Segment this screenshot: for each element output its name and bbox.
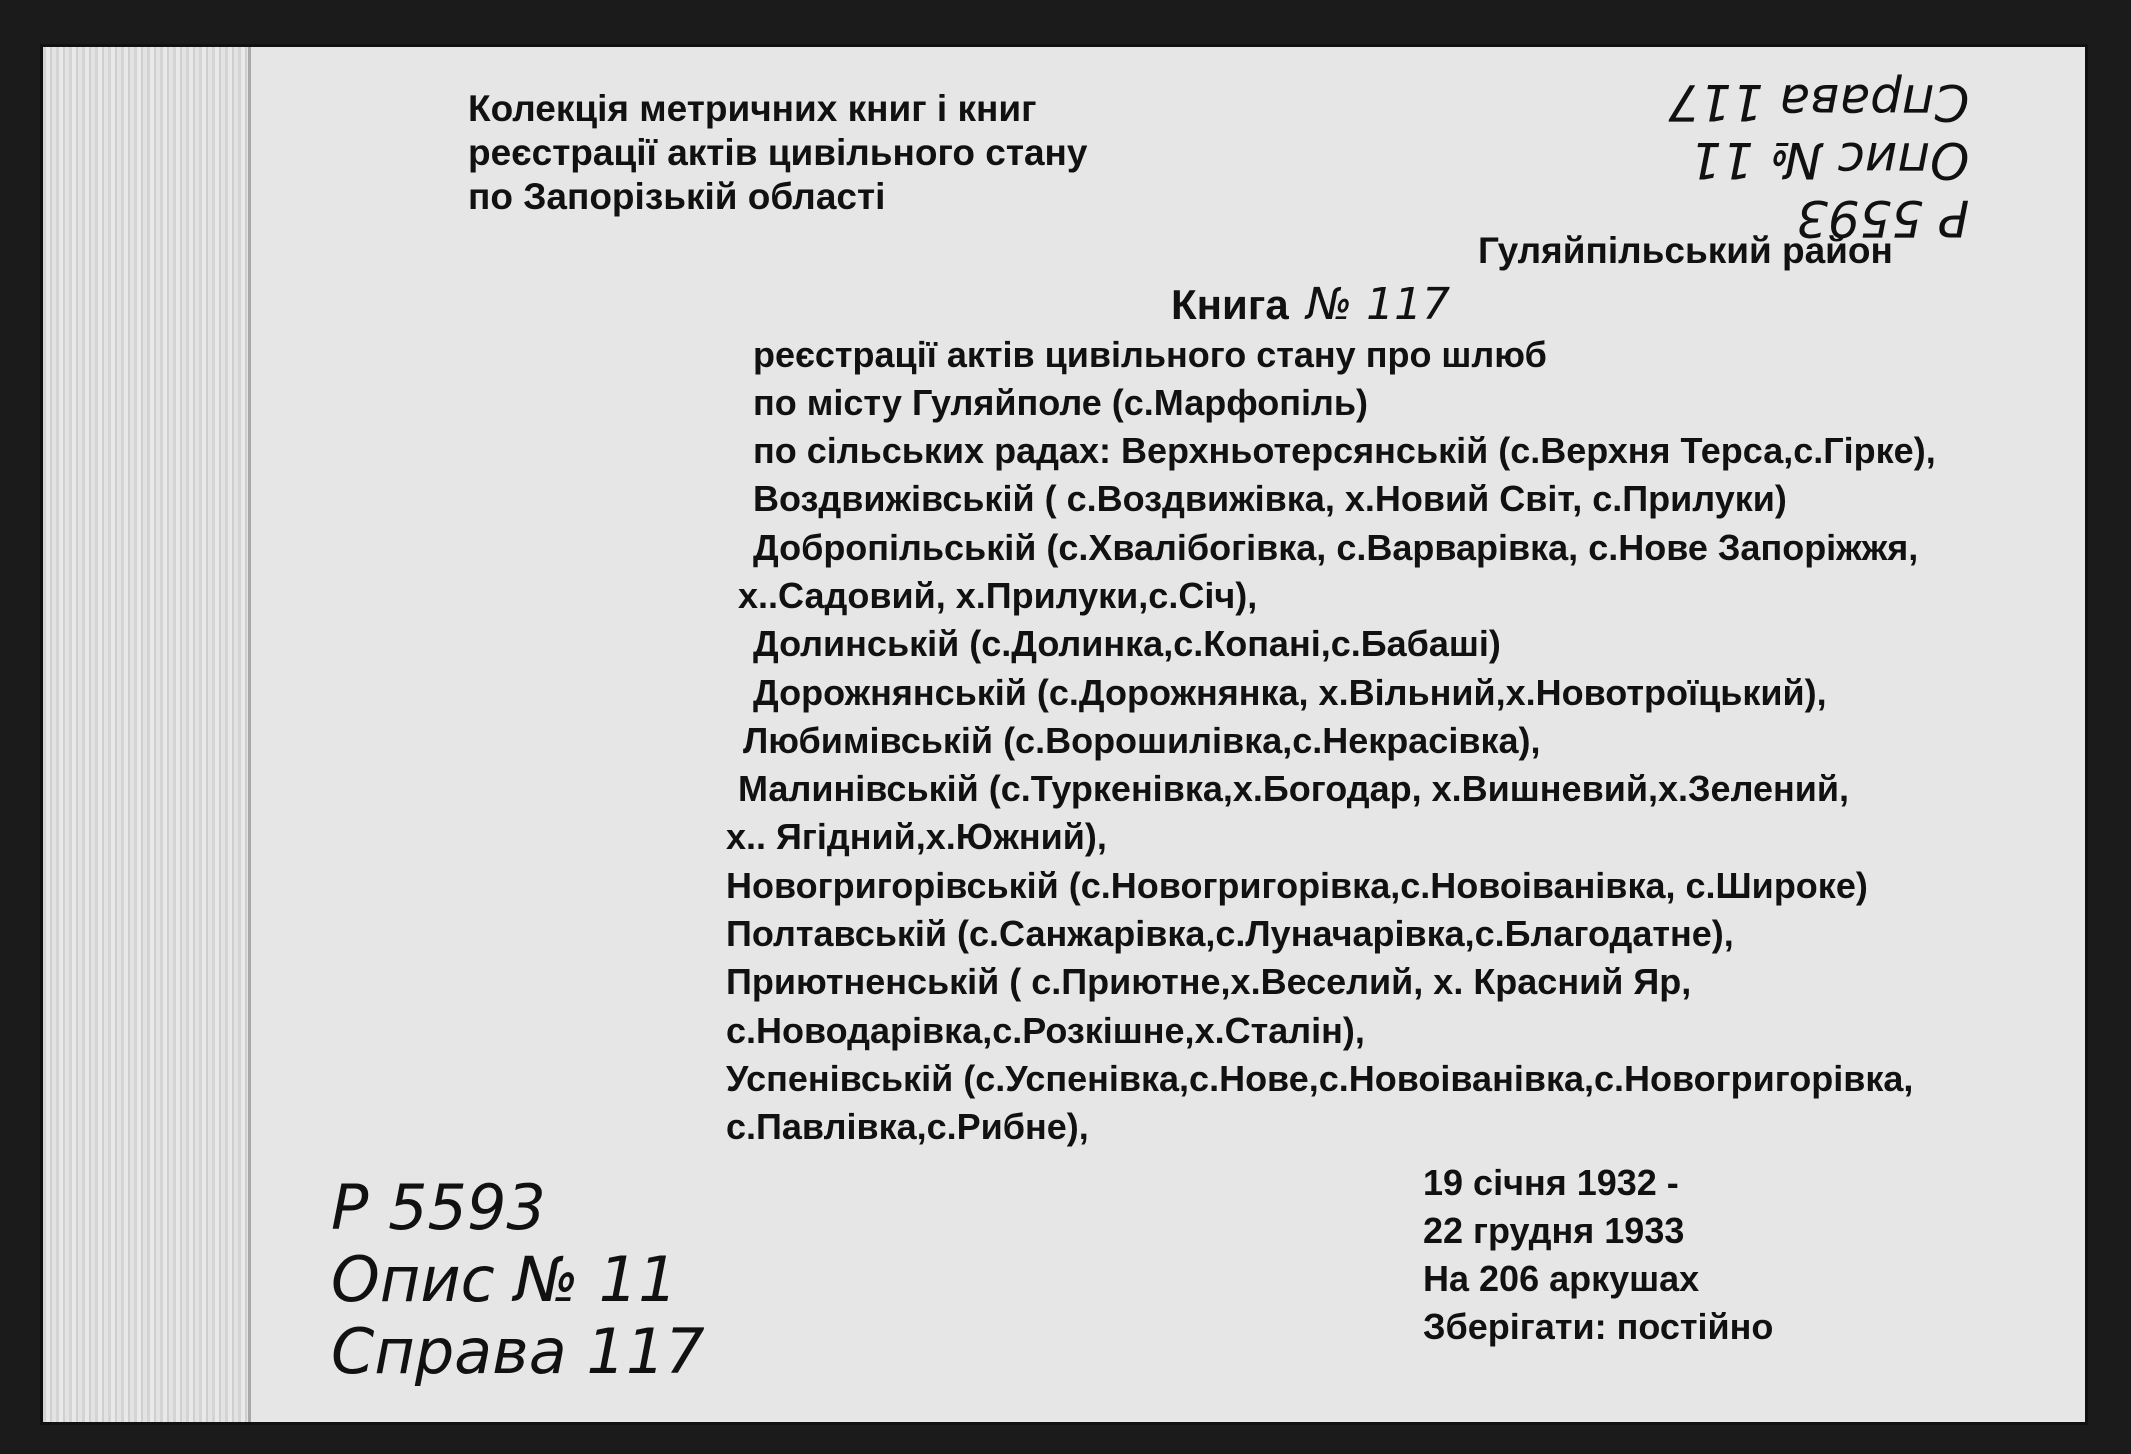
body-line: Добропільській (с.Хвалібогівка, с.Варварівка, с.Нове Запоріжжя, bbox=[753, 527, 1919, 568]
body-line: Воздвижівській ( с.Воздвижівка, х.Новий Світ, с.Прилуки) bbox=[753, 478, 1787, 519]
district-name: Гуляйпільський район bbox=[1478, 230, 1893, 271]
body-line: х.. Ягідний,х.Южний), bbox=[726, 816, 1107, 857]
handwritten-file-number: Справа 117 bbox=[1668, 73, 1970, 131]
body-line: Малинівській (с.Туркенівка,х.Богодар, х.Вишневий,х.Зелений, bbox=[738, 768, 1849, 809]
body-line: по місту Гуляйполе (с.Марфопіль) bbox=[753, 382, 1368, 423]
body-line: с.Павлівка,с.Рибне), bbox=[726, 1106, 1089, 1147]
handwritten-fund-number: Р 5593 bbox=[331, 1171, 546, 1244]
body-line: Любимівській (с.Ворошилівка,с.Некрасівка), bbox=[743, 720, 1541, 761]
date-end: 22 грудня 1933 bbox=[1423, 1210, 1685, 1251]
body-line: х..Садовий, х.Прилуки,с.Січ), bbox=[738, 575, 1258, 616]
body-line: Долинській (с.Долинка,с.Копані,с.Бабаші) bbox=[753, 623, 1501, 664]
collection-line: реєстрації актів цивільного стану bbox=[468, 132, 1088, 173]
handwritten-archive-mark bbox=[331, 1172, 705, 1388]
body-line: Новогригорівській (с.Новогригорівка,с.Новоіванівка, с.Широке) bbox=[726, 865, 1868, 906]
retention-note: Зберігати: постійно bbox=[1423, 1306, 1774, 1347]
handwritten-file-number: Справа 117 bbox=[331, 1315, 705, 1388]
date-start: 19 січня 1932 - bbox=[1423, 1162, 1679, 1203]
register-cover-sheet bbox=[40, 44, 2088, 1425]
handwritten-inventory-number: Опис № 11 bbox=[1689, 131, 1970, 189]
collection-line: Колекція метричних книг і книг bbox=[468, 88, 1037, 129]
body-line: Приютненській ( с.Приютне,х.Веселий, х. Красний Яр, bbox=[726, 961, 1692, 1002]
body-line: Успенівській (с.Успенівка,с.Нове,с.Новоіванівка,с.Новогригорівка, bbox=[726, 1058, 1914, 1099]
body-line: реєстрації актів цивільного стану про шлюб bbox=[753, 334, 1547, 375]
handwritten-inventory-number: Опис № 11 bbox=[331, 1243, 678, 1316]
handwritten-fund-number: Р 5593 bbox=[1796, 189, 1970, 247]
body-line: по сільських радах: Верхньотерсянській (с.Верхня Терса,с.Гірке), bbox=[753, 430, 1936, 471]
body-line: Полтавській (с.Санжарівка,с.Луначарівка,с.Благодатне), bbox=[726, 913, 1734, 954]
book-number-handwritten: № 117 bbox=[1306, 279, 1451, 330]
body-line: с.Новодарівка,с.Розкішне,х.Сталін), bbox=[726, 1010, 1365, 1051]
book-label: Книга bbox=[1171, 281, 1289, 328]
sheet-count: На 206 аркушах bbox=[1423, 1258, 1700, 1299]
collection-line: по Запорізькій області bbox=[468, 176, 886, 217]
body-line: Дорожнянській (с.Дорожнянка, х.Вільний,х.Новотроїцький), bbox=[753, 672, 1827, 713]
